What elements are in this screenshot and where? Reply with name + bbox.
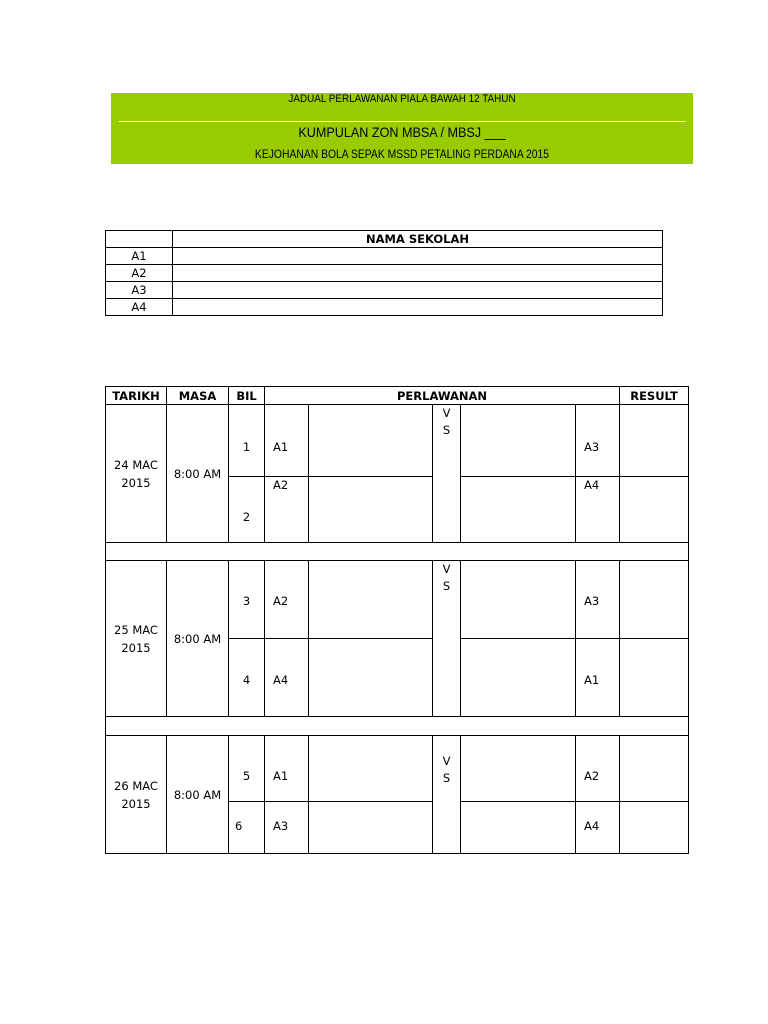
schools-header: NAMA SEKOLAH xyxy=(173,231,663,248)
time-cell: 8:00 AM xyxy=(167,561,229,717)
home-team-code: A4 xyxy=(265,639,309,717)
away-team-name[interactable] xyxy=(461,561,576,639)
match-number: 4 xyxy=(229,639,265,717)
time-cell: 8:00 AM xyxy=(167,736,229,854)
header-masa: MASA xyxy=(167,387,229,405)
schools-table xyxy=(105,230,663,316)
match-number: 6 xyxy=(229,802,265,854)
title-line-1: JADUAL PERLAWANAN PIALA BAWAH 12 TAHUN xyxy=(288,93,516,105)
date-line: 25 MAC xyxy=(114,622,158,637)
match-number: 1 xyxy=(229,405,265,477)
school-name-cell[interactable] xyxy=(173,299,663,316)
table-row xyxy=(106,561,689,639)
table-row xyxy=(106,736,689,802)
away-team-code: A3 xyxy=(576,405,620,477)
date-year: 2015 xyxy=(121,475,151,490)
school-name-cell[interactable] xyxy=(173,265,663,282)
result-cell[interactable] xyxy=(620,802,689,854)
header-result: RESULT xyxy=(620,387,689,405)
schools-header-blank xyxy=(106,231,173,248)
school-code: A4 xyxy=(106,299,173,316)
vs-letter-v: V xyxy=(442,406,451,420)
school-code: A1 xyxy=(106,248,173,265)
school-code: A3 xyxy=(106,282,173,299)
day-separator-row xyxy=(106,717,689,736)
table-row xyxy=(106,248,663,265)
home-team-name[interactable] xyxy=(309,477,433,543)
day-separator-row xyxy=(106,543,689,561)
home-team-name[interactable] xyxy=(309,405,433,477)
result-cell[interactable] xyxy=(620,736,689,802)
date-year: 2015 xyxy=(121,796,151,811)
away-team-name[interactable] xyxy=(461,736,576,802)
table-row xyxy=(106,405,689,477)
home-team-code: A1 xyxy=(265,405,309,477)
vs-letter-v: V xyxy=(442,754,451,768)
home-team-code: A2 xyxy=(265,561,309,639)
away-team-name[interactable] xyxy=(461,477,576,543)
title-line-2: KUMPULAN ZON MBSA / MBSJ ___ xyxy=(298,124,506,140)
match-number: 5 xyxy=(229,736,265,802)
table-row xyxy=(106,282,663,299)
home-team-code: A2 xyxy=(265,477,309,543)
match-number: 2 xyxy=(229,477,265,543)
table-row xyxy=(106,265,663,282)
banner-divider xyxy=(119,121,685,122)
title-banner xyxy=(111,93,693,164)
home-team-name[interactable] xyxy=(309,561,433,639)
fixtures-header-row xyxy=(106,387,689,405)
vs-letter-s: S xyxy=(442,579,451,593)
away-team-name[interactable] xyxy=(461,405,576,477)
away-team-name[interactable] xyxy=(461,639,576,717)
date-cell xyxy=(106,561,167,717)
away-team-code: A2 xyxy=(576,736,620,802)
away-team-code: A4 xyxy=(576,477,620,543)
school-code: A2 xyxy=(106,265,173,282)
vs-letter-s: S xyxy=(442,423,451,437)
vs-cell-blank xyxy=(433,802,461,854)
date-cell xyxy=(106,736,167,854)
school-name-cell[interactable] xyxy=(173,248,663,265)
table-row xyxy=(106,299,663,316)
match-number: 3 xyxy=(229,561,265,639)
header-tarikh: TARIKH xyxy=(106,387,167,405)
result-cell[interactable] xyxy=(620,561,689,639)
home-team-name[interactable] xyxy=(309,639,433,717)
away-team-code: A4 xyxy=(576,802,620,854)
vs-cell xyxy=(433,736,461,802)
schools-header-row xyxy=(106,231,663,248)
vs-cell xyxy=(433,405,461,543)
time-cell: 8:00 AM xyxy=(167,405,229,543)
header-perlawanan: PERLAWANAN xyxy=(265,387,620,405)
result-cell[interactable] xyxy=(620,477,689,543)
vs-cell xyxy=(433,561,461,717)
home-team-code: A3 xyxy=(265,802,309,854)
fixtures-table xyxy=(105,386,689,854)
home-team-name[interactable] xyxy=(309,802,433,854)
date-line: 26 MAC xyxy=(114,778,158,793)
date-line: 24 MAC xyxy=(114,457,158,472)
away-team-code: A1 xyxy=(576,639,620,717)
home-team-code: A1 xyxy=(265,736,309,802)
header-bil: BIL xyxy=(229,387,265,405)
home-team-name[interactable] xyxy=(309,736,433,802)
away-team-name[interactable] xyxy=(461,802,576,854)
away-team-code: A3 xyxy=(576,561,620,639)
vs-letter-v: V xyxy=(442,562,451,576)
date-year: 2015 xyxy=(121,640,151,655)
result-cell[interactable] xyxy=(620,405,689,477)
school-name-cell[interactable] xyxy=(173,282,663,299)
title-line-3: KEJOHANAN BOLA SEPAK MSSD PETALING PERDANA 2015 xyxy=(254,149,550,161)
result-cell[interactable] xyxy=(620,639,689,717)
vs-letter-s: S xyxy=(442,771,451,785)
date-cell xyxy=(106,405,167,543)
